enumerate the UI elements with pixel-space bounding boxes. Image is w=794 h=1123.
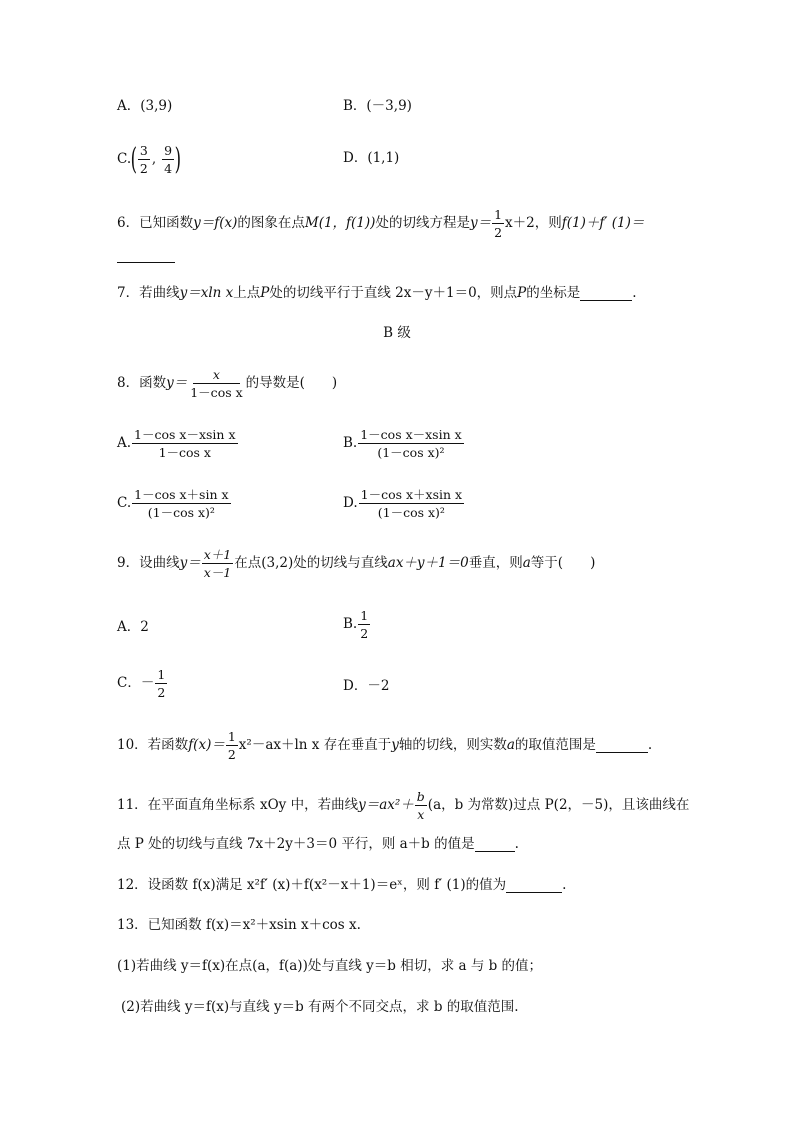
q8-lhs: y＝ xyxy=(166,374,188,391)
q9-text-2: 在点(3,2)处的切线与直线 xyxy=(234,554,388,571)
q5-option-c-label: C. xyxy=(117,150,132,167)
q8-option-d-label: D. xyxy=(343,494,358,511)
q6-text-4: x＋2，则 xyxy=(505,214,562,231)
q12-end: . xyxy=(562,876,567,893)
q8-option-c-label: C. xyxy=(117,494,132,511)
q8-option-d xyxy=(343,488,465,519)
q10-text-1: 10．若函数 xyxy=(117,736,189,753)
q8-option-d-numerator: 1－cos x＋xsin x xyxy=(359,488,464,504)
q6-function: y＝f(x) xyxy=(193,214,238,231)
q9-option-a: A．2 xyxy=(117,619,149,635)
q8-text-1: 8．函数 xyxy=(117,374,167,391)
q5-option-a: A．(3,9) xyxy=(117,98,173,114)
q9-line: ax＋y＋1＝0 xyxy=(387,554,469,571)
q8-option-b-numerator: 1－cos x－xsin x xyxy=(358,428,463,444)
q11-fraction xyxy=(415,790,427,821)
q10-text-2: x²－ax＋ln x 存在垂直于 xyxy=(238,736,392,753)
q8-option-d-fraction xyxy=(359,488,464,519)
q7-curve: y＝xln x xyxy=(179,284,234,301)
q8-option-d-denominator: (1－cos x)² xyxy=(377,505,445,521)
q9-lhs: y＝ xyxy=(179,554,201,571)
q5-c-fraction-1 xyxy=(138,144,150,175)
q11-text-2: (a，b 为常数)过点 P(2，－5)，且该曲线在 xyxy=(427,796,690,813)
q10-numerator: 1 xyxy=(226,730,238,746)
right-paren: ) xyxy=(174,141,182,177)
q11-curve: y＝ax²＋ xyxy=(358,796,414,813)
q9-option-b xyxy=(343,609,371,640)
q11-end: . xyxy=(514,835,519,852)
q5-c-numerator-1: 3 xyxy=(138,144,150,160)
q8-numerator: x xyxy=(193,368,240,384)
q11-question-line-2 xyxy=(117,837,519,852)
q12-blank-line[interactable] xyxy=(506,878,562,893)
q10-function: f(x)＝ xyxy=(188,736,225,753)
q9-option-c-denominator: 2 xyxy=(157,685,166,701)
q10-denominator: 2 xyxy=(227,747,236,763)
q5-c-numerator-2: 9 xyxy=(162,144,174,160)
q13-question: 13．已知函数 f(x)＝x²＋xsin x＋cos x. xyxy=(117,917,361,933)
q8-option-c-denominator: (1－cos x)² xyxy=(147,505,215,521)
q9-text-3: 垂直，则 xyxy=(468,554,523,571)
q9-option-b-fraction xyxy=(358,609,370,640)
q6-tangent-lhs: y＝ xyxy=(469,214,492,231)
q6-text-2: 的图象在点 xyxy=(237,214,305,231)
q12-question xyxy=(117,878,566,893)
q6-blank-line[interactable] xyxy=(117,248,175,263)
q9-option-c-fraction xyxy=(155,668,167,699)
q11-blank-line[interactable] xyxy=(475,837,515,852)
q11-denominator: x xyxy=(417,807,425,823)
q8-option-a-numerator: 1－cos x－xsin x xyxy=(132,428,237,444)
q10-text-3: 轴的切线，则实数 xyxy=(398,736,507,753)
q6-numerator: 1 xyxy=(492,208,504,224)
q8-option-a-fraction xyxy=(132,428,237,459)
q7-end: . xyxy=(632,284,637,301)
section-heading: B 级 xyxy=(383,325,411,341)
q5-option-b: B．(－3,9) xyxy=(343,98,412,114)
q6-question xyxy=(117,208,644,239)
q9-fraction xyxy=(202,548,234,579)
q10-blank-line[interactable] xyxy=(596,738,648,753)
q6-answer-blank[interactable] xyxy=(117,248,175,263)
q8-option-b-label: B. xyxy=(343,434,358,451)
q8-option-a-denominator: 1－cos x xyxy=(158,445,211,461)
q7-question xyxy=(117,286,637,301)
q10-y-axis: y xyxy=(391,736,399,753)
q8-question xyxy=(117,368,337,399)
q8-option-a-label: A. xyxy=(117,434,132,451)
q8-option-b xyxy=(343,428,465,459)
q9-text-4: 等于( ) xyxy=(530,554,596,571)
q9-option-d: D．－2 xyxy=(343,678,390,694)
q8-option-c-numerator: 1－cos x＋sin x xyxy=(132,488,230,504)
q10-end: . xyxy=(647,736,653,753)
q6-text-1: 6．已知函数 xyxy=(117,214,194,231)
q5-c-separator: , xyxy=(151,150,157,167)
q5-c-denominator-1: 2 xyxy=(139,161,148,177)
q10-variable-a: a xyxy=(506,736,515,753)
q7-point-p: P xyxy=(260,284,270,301)
q7-blank-line[interactable] xyxy=(580,286,632,301)
q9-option-b-numerator: 1 xyxy=(358,609,370,625)
q13-part-2: (2)若曲线 y＝f(x)与直线 y＝b 有两个不同交点，求 b 的取值范围. xyxy=(121,999,519,1015)
q9-option-b-denominator: 2 xyxy=(360,626,369,642)
q6-point: M(1，f(1)) xyxy=(304,214,376,231)
q11-numerator: b xyxy=(415,790,427,806)
left-paren: ( xyxy=(130,141,138,177)
q7-text-1: 7．若曲线 xyxy=(117,284,180,301)
q13-part-1: (1)若曲线 y＝f(x)在点(a，f(a))处与直线 y＝b 相切，求 a 与 b 的值； xyxy=(117,958,543,974)
q8-option-c-fraction xyxy=(132,488,230,519)
q8-option-b-fraction xyxy=(358,428,463,459)
q6-expression: f(1)＋f′ (1)＝ xyxy=(561,214,645,231)
q8-fraction xyxy=(188,368,244,399)
q11-text-1: 11．在平面直角坐标系 xOy 中，若曲线 xyxy=(117,796,359,813)
q7-text-4: 的坐标是 xyxy=(526,284,581,301)
q8-denominator: 1－cos x xyxy=(190,385,243,401)
q6-text-3: 处的切线方程是 xyxy=(375,214,470,231)
q12-text-1: 12．设函数 f(x)满足 x²f′ (x)＋f(x²－x＋1)＝eˣ，则 f′ (1)的值为 xyxy=(117,876,507,893)
q7-text-2: 上点 xyxy=(233,284,261,301)
q11-question-line-1 xyxy=(117,790,689,821)
q11-text-3: 点 P 处的切线与直线 7x＋2y＋3＝0 平行，则 a＋b 的值是 xyxy=(117,835,475,852)
q5-option-d: D．(1,1) xyxy=(343,150,400,166)
q8-option-a xyxy=(117,428,239,459)
q9-text-1: 9．设曲线 xyxy=(117,554,180,571)
q9-option-c-label: C．－ xyxy=(117,674,155,691)
q10-question xyxy=(117,730,652,761)
q5-c-denominator-2: 4 xyxy=(164,161,173,177)
q6-fraction xyxy=(492,208,504,239)
q9-denominator: x－1 xyxy=(203,565,232,581)
q9-numerator: x＋1 xyxy=(202,548,234,564)
q7-text-3: 处的切线平行于直线 2x－y＋1＝0，则点 xyxy=(269,284,518,301)
q5-c-fraction-2 xyxy=(162,144,174,175)
q6-denominator: 2 xyxy=(494,225,503,241)
q8-option-b-denominator: (1－cos x)² xyxy=(377,445,445,461)
q9-option-c xyxy=(117,668,168,699)
q10-text-4: 的取值范围是 xyxy=(514,736,596,753)
q10-fraction xyxy=(226,730,238,761)
q9-option-c-numerator: 1 xyxy=(155,668,167,684)
q9-question xyxy=(117,548,595,579)
q8-option-c xyxy=(117,488,232,519)
q9-option-b-label: B. xyxy=(343,615,358,632)
q8-text-2: 的导数是( ) xyxy=(245,374,338,391)
q7-point-p-2: P xyxy=(517,284,527,301)
q5-option-c xyxy=(117,141,182,177)
q9-variable-a: a xyxy=(522,554,531,571)
